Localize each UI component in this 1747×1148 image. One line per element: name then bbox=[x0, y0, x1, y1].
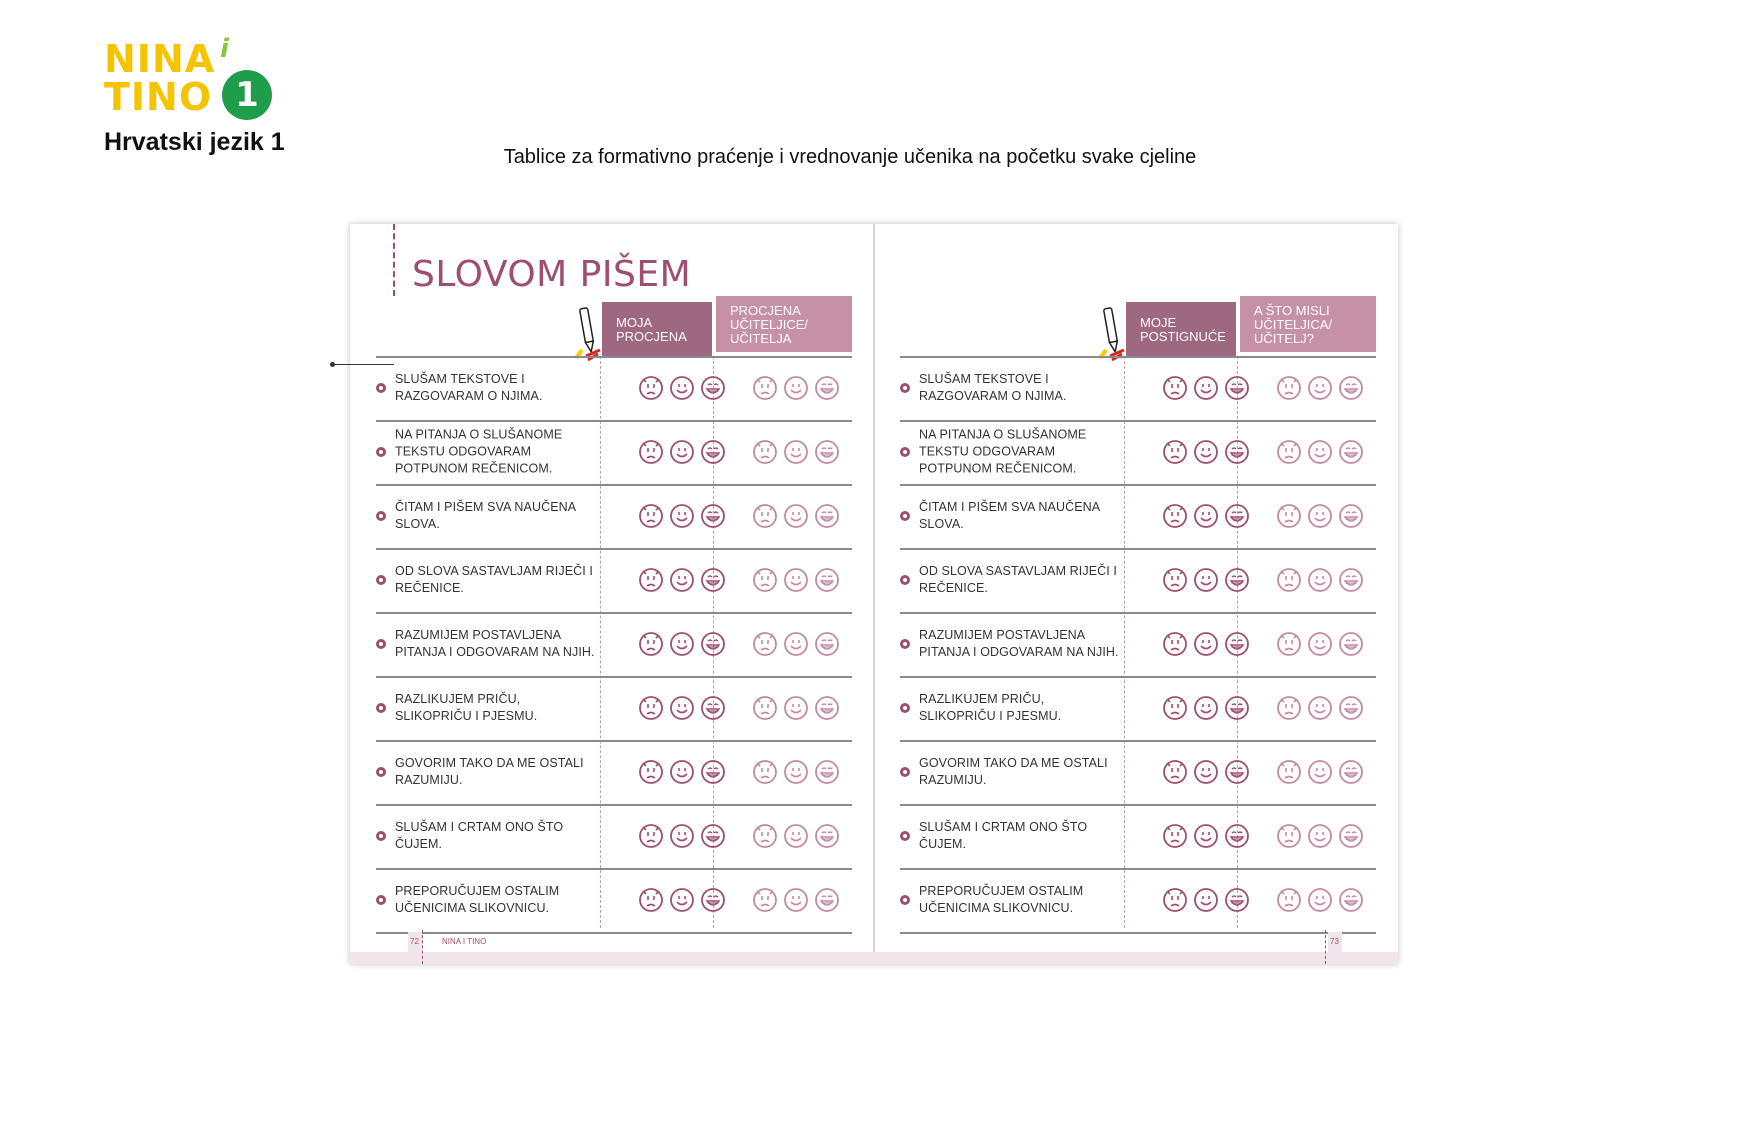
rating-faces bbox=[752, 631, 852, 657]
grin-face-icon[interactable] bbox=[1224, 631, 1250, 657]
book-spread bbox=[350, 224, 1398, 964]
sad-face-icon[interactable] bbox=[1162, 631, 1188, 657]
grin-face-icon[interactable] bbox=[700, 439, 726, 465]
smile-face-icon[interactable] bbox=[1307, 375, 1333, 401]
rating-faces bbox=[1162, 887, 1262, 913]
sad-face-icon[interactable] bbox=[1162, 823, 1188, 849]
logo-line2: TINO bbox=[104, 75, 213, 119]
statement-text: RAZLIKUJEM PRIČU, SLIKOPRIČU I PJESMU. bbox=[919, 692, 1062, 723]
sad-face-icon[interactable] bbox=[1276, 375, 1302, 401]
logo bbox=[104, 34, 284, 120]
rating-faces bbox=[1162, 567, 1262, 593]
header-moje-postignuce: MOJE POSTIGNUĆE bbox=[1126, 302, 1236, 358]
rating-faces bbox=[1162, 375, 1262, 401]
pencil-icon bbox=[1098, 306, 1126, 362]
pencil-icon bbox=[574, 306, 602, 362]
bullet-icon bbox=[900, 831, 910, 841]
sad-face-icon[interactable] bbox=[638, 759, 664, 785]
statement-text: RAZUMIJEM POSTAVLJENA PITANJA I ODGOVARAM NA NJIH. bbox=[919, 628, 1119, 659]
smile-face-icon[interactable] bbox=[669, 503, 695, 529]
smile-face-icon[interactable] bbox=[669, 759, 695, 785]
statement-text: SLUŠAM I CRTAM ONO ŠTO ČUJEM. bbox=[395, 820, 564, 851]
grin-face-icon[interactable] bbox=[1338, 759, 1364, 785]
smile-face-icon[interactable] bbox=[1307, 823, 1333, 849]
grin-face-icon[interactable] bbox=[814, 887, 840, 913]
smile-face-icon[interactable] bbox=[1307, 759, 1333, 785]
table-row bbox=[376, 677, 852, 739]
sad-face-icon[interactable] bbox=[752, 631, 778, 657]
sad-face-icon[interactable] bbox=[1162, 759, 1188, 785]
bullet-icon bbox=[376, 511, 386, 521]
bullet-icon bbox=[900, 447, 910, 457]
table-row bbox=[900, 485, 1376, 547]
grin-face-icon[interactable] bbox=[700, 759, 726, 785]
grin-face-icon[interactable] bbox=[1338, 503, 1364, 529]
sad-face-icon[interactable] bbox=[752, 503, 778, 529]
grin-face-icon[interactable] bbox=[1338, 567, 1364, 593]
smile-face-icon[interactable] bbox=[669, 823, 695, 849]
bullet-icon bbox=[376, 447, 386, 457]
sad-face-icon[interactable] bbox=[638, 887, 664, 913]
statement-text: SLUŠAM I CRTAM ONO ŠTO ČUJEM. bbox=[919, 820, 1088, 851]
bullet-icon bbox=[900, 639, 910, 649]
grin-face-icon[interactable] bbox=[700, 887, 726, 913]
grin-face-icon[interactable] bbox=[1224, 567, 1250, 593]
table-row bbox=[376, 485, 852, 547]
smile-face-icon[interactable] bbox=[783, 695, 809, 721]
rating-faces bbox=[638, 375, 738, 401]
statement-text: SLUŠAM TEKSTOVE I RAZGOVARAM O NJIMA. bbox=[919, 372, 1067, 403]
statement-text: GOVORIM TAKO DA ME OSTALI RAZUMIJU. bbox=[919, 756, 1108, 787]
page-number: 73 bbox=[1330, 937, 1339, 946]
sad-face-icon[interactable] bbox=[638, 439, 664, 465]
bullet-icon bbox=[900, 383, 910, 393]
table-row bbox=[900, 805, 1376, 867]
bullet-icon bbox=[900, 895, 910, 905]
grin-face-icon[interactable] bbox=[1338, 439, 1364, 465]
sad-face-icon[interactable] bbox=[1162, 375, 1188, 401]
header-moja-procjena: MOJA PROCJENA bbox=[602, 302, 712, 358]
sad-face-icon[interactable] bbox=[1276, 503, 1302, 529]
sad-face-icon[interactable] bbox=[752, 375, 778, 401]
smile-face-icon[interactable] bbox=[1193, 759, 1219, 785]
sad-face-icon[interactable] bbox=[1276, 439, 1302, 465]
statement-text: ČITAM I PIŠEM SVA NAUČENA SLOVA. bbox=[395, 500, 576, 531]
sad-face-icon[interactable] bbox=[1162, 567, 1188, 593]
rating-faces bbox=[752, 823, 852, 849]
smile-face-icon[interactable] bbox=[669, 695, 695, 721]
rating-faces bbox=[1276, 631, 1376, 657]
rating-faces bbox=[1276, 439, 1376, 465]
table-row bbox=[376, 357, 852, 419]
table-row bbox=[376, 549, 852, 611]
rating-faces bbox=[1276, 887, 1376, 913]
sad-face-icon[interactable] bbox=[752, 567, 778, 593]
statement-text: PREPORUČUJEM OSTALIM UČENICIMA SLIKOVNICU. bbox=[919, 884, 1084, 915]
bullet-icon bbox=[376, 383, 386, 393]
rating-faces bbox=[752, 503, 852, 529]
statement-text: PREPORUČUJEM OSTALIM UČENICIMA SLIKOVNICU. bbox=[395, 884, 560, 915]
grin-face-icon[interactable] bbox=[1224, 823, 1250, 849]
sad-face-icon[interactable] bbox=[1276, 823, 1302, 849]
sad-face-icon[interactable] bbox=[1162, 439, 1188, 465]
table-row bbox=[900, 613, 1376, 675]
rating-faces bbox=[752, 439, 852, 465]
grin-face-icon[interactable] bbox=[700, 631, 726, 657]
logo-number: 1 bbox=[222, 70, 272, 120]
smile-face-icon[interactable] bbox=[783, 631, 809, 657]
smile-face-icon[interactable] bbox=[783, 439, 809, 465]
bullet-icon bbox=[900, 575, 910, 585]
sad-face-icon[interactable] bbox=[1162, 887, 1188, 913]
smile-face-icon[interactable] bbox=[783, 759, 809, 785]
smile-face-icon[interactable] bbox=[783, 887, 809, 913]
table-row bbox=[900, 357, 1376, 419]
grin-face-icon[interactable] bbox=[1224, 503, 1250, 529]
sad-face-icon[interactable] bbox=[752, 439, 778, 465]
title-dash bbox=[393, 224, 395, 296]
grin-face-icon[interactable] bbox=[1338, 375, 1364, 401]
footer-dash bbox=[1325, 930, 1326, 964]
grin-face-icon[interactable] bbox=[1338, 631, 1364, 657]
bullet-icon bbox=[376, 575, 386, 585]
bullet-icon bbox=[900, 767, 910, 777]
bullet-icon bbox=[376, 767, 386, 777]
sad-face-icon[interactable] bbox=[1276, 887, 1302, 913]
grin-face-icon[interactable] bbox=[1224, 439, 1250, 465]
statement-text: ČITAM I PIŠEM SVA NAUČENA SLOVA. bbox=[919, 500, 1100, 531]
grin-face-icon[interactable] bbox=[700, 695, 726, 721]
rating-faces bbox=[638, 823, 738, 849]
bullet-icon bbox=[900, 511, 910, 521]
rating-faces bbox=[1162, 439, 1262, 465]
rating-faces bbox=[1162, 823, 1262, 849]
logo-i: i bbox=[220, 34, 229, 64]
rating-faces bbox=[1162, 631, 1262, 657]
rating-faces bbox=[1276, 695, 1376, 721]
smile-face-icon[interactable] bbox=[1193, 823, 1219, 849]
smile-face-icon[interactable] bbox=[783, 823, 809, 849]
rating-faces bbox=[638, 695, 738, 721]
page-title: SLOVOM PIŠEM bbox=[412, 254, 692, 295]
sad-face-icon[interactable] bbox=[638, 823, 664, 849]
rating-faces bbox=[638, 503, 738, 529]
left-page bbox=[350, 224, 874, 964]
rating-faces bbox=[1276, 567, 1376, 593]
table-row bbox=[900, 741, 1376, 803]
statement-text: SLUŠAM TEKSTOVE I RAZGOVARAM O NJIMA. bbox=[395, 372, 543, 403]
rating-faces bbox=[752, 567, 852, 593]
rating-faces bbox=[752, 759, 852, 785]
sad-face-icon[interactable] bbox=[638, 567, 664, 593]
grin-face-icon[interactable] bbox=[1338, 887, 1364, 913]
smile-face-icon[interactable] bbox=[1307, 887, 1333, 913]
sad-face-icon[interactable] bbox=[1276, 567, 1302, 593]
rating-faces bbox=[638, 567, 738, 593]
statement-text: GOVORIM TAKO DA ME OSTALI RAZUMIJU. bbox=[395, 756, 584, 787]
smile-face-icon[interactable] bbox=[669, 887, 695, 913]
rating-faces bbox=[1276, 823, 1376, 849]
smile-face-icon[interactable] bbox=[669, 567, 695, 593]
bullet-icon bbox=[376, 703, 386, 713]
smile-face-icon[interactable] bbox=[1193, 503, 1219, 529]
smile-face-icon[interactable] bbox=[1307, 503, 1333, 529]
table-row bbox=[376, 805, 852, 867]
bullet-icon bbox=[376, 895, 386, 905]
rating-faces bbox=[752, 375, 852, 401]
smile-face-icon[interactable] bbox=[669, 439, 695, 465]
table-row bbox=[376, 613, 852, 675]
table-row bbox=[900, 549, 1376, 611]
sad-face-icon[interactable] bbox=[1162, 695, 1188, 721]
table-row bbox=[900, 677, 1376, 739]
table-row bbox=[376, 741, 852, 803]
grin-face-icon[interactable] bbox=[1224, 887, 1250, 913]
smile-face-icon[interactable] bbox=[1307, 631, 1333, 657]
rating-faces bbox=[1162, 503, 1262, 529]
sad-face-icon[interactable] bbox=[1276, 759, 1302, 785]
rating-faces bbox=[1162, 695, 1262, 721]
grin-face-icon[interactable] bbox=[700, 375, 726, 401]
grin-face-icon[interactable] bbox=[814, 375, 840, 401]
smile-face-icon[interactable] bbox=[1307, 695, 1333, 721]
table-row bbox=[900, 421, 1376, 483]
grin-face-icon[interactable] bbox=[1224, 695, 1250, 721]
sad-face-icon[interactable] bbox=[1276, 631, 1302, 657]
sad-face-icon[interactable] bbox=[752, 823, 778, 849]
statement-text: OD SLOVA SASTAVLJAM RIJEČI I REČENICE. bbox=[395, 564, 593, 595]
sad-face-icon[interactable] bbox=[638, 503, 664, 529]
rating-faces bbox=[1276, 503, 1376, 529]
statement-text: RAZUMIJEM POSTAVLJENA PITANJA I ODGOVARAM NA NJIH. bbox=[395, 628, 595, 659]
smile-face-icon[interactable] bbox=[1307, 567, 1333, 593]
sad-face-icon[interactable] bbox=[638, 631, 664, 657]
statement-text: RAZLIKUJEM PRIČU, SLIKOPRIČU I PJESMU. bbox=[395, 692, 538, 723]
rating-faces bbox=[752, 695, 852, 721]
smile-face-icon[interactable] bbox=[1193, 695, 1219, 721]
grin-face-icon[interactable] bbox=[1338, 695, 1364, 721]
grin-face-icon[interactable] bbox=[700, 567, 726, 593]
rating-faces bbox=[1162, 759, 1262, 785]
rating-faces bbox=[1276, 375, 1376, 401]
sad-face-icon[interactable] bbox=[638, 695, 664, 721]
row-rule bbox=[376, 932, 852, 934]
bullet-icon bbox=[900, 703, 910, 713]
row-rule bbox=[900, 932, 1376, 934]
page-caption: Tablice za formativno praćenje i vrednovanje učenika na početku svake cjeline bbox=[503, 146, 1197, 168]
sad-face-icon[interactable] bbox=[752, 695, 778, 721]
grin-face-icon[interactable] bbox=[814, 567, 840, 593]
grin-face-icon[interactable] bbox=[814, 823, 840, 849]
smile-face-icon[interactable] bbox=[783, 567, 809, 593]
sad-face-icon[interactable] bbox=[1276, 695, 1302, 721]
smile-face-icon[interactable] bbox=[783, 375, 809, 401]
sad-face-icon[interactable] bbox=[1162, 503, 1188, 529]
table-row bbox=[900, 869, 1376, 931]
smile-face-icon[interactable] bbox=[669, 631, 695, 657]
header-sto-misli-uciteljica: A ŠTO MISLI UČITELJICA/ UČITELJ? bbox=[1240, 296, 1376, 352]
page-number: 72 bbox=[410, 937, 419, 946]
smile-face-icon[interactable] bbox=[669, 375, 695, 401]
grin-face-icon[interactable] bbox=[814, 503, 840, 529]
grin-face-icon[interactable] bbox=[1224, 759, 1250, 785]
rating-faces bbox=[638, 631, 738, 657]
grin-face-icon[interactable] bbox=[814, 759, 840, 785]
smile-face-icon[interactable] bbox=[783, 503, 809, 529]
logo-line1: NINA bbox=[104, 37, 216, 81]
rating-faces bbox=[638, 887, 738, 913]
bullet-icon bbox=[376, 639, 386, 649]
sad-face-icon[interactable] bbox=[638, 375, 664, 401]
grin-face-icon[interactable] bbox=[700, 823, 726, 849]
rating-faces bbox=[752, 887, 852, 913]
grin-face-icon[interactable] bbox=[814, 695, 840, 721]
header-procjena-uciteljice: PROCJENA UČITELJICE/ UČITELJA bbox=[716, 296, 852, 352]
rating-faces bbox=[638, 439, 738, 465]
rating-faces bbox=[1276, 759, 1376, 785]
smile-face-icon[interactable] bbox=[1193, 631, 1219, 657]
grin-face-icon[interactable] bbox=[814, 631, 840, 657]
smile-face-icon[interactable] bbox=[1193, 439, 1219, 465]
smile-face-icon[interactable] bbox=[1193, 887, 1219, 913]
table-row bbox=[376, 869, 852, 931]
sad-face-icon[interactable] bbox=[752, 887, 778, 913]
right-page bbox=[874, 224, 1398, 964]
bullet-icon bbox=[376, 831, 386, 841]
smile-face-icon[interactable] bbox=[1193, 375, 1219, 401]
statement-text: NA PITANJA O SLUŠANOME TEKSTU ODGOVARAM POTPUNOM REČENICOM. bbox=[919, 427, 1087, 476]
statement-text: NA PITANJA O SLUŠANOME TEKSTU ODGOVARAM POTPUNOM REČENICOM. bbox=[395, 427, 563, 476]
grin-face-icon[interactable] bbox=[1224, 375, 1250, 401]
grin-face-icon[interactable] bbox=[1338, 823, 1364, 849]
smile-face-icon[interactable] bbox=[1193, 567, 1219, 593]
table-row bbox=[376, 421, 852, 483]
rating-faces bbox=[638, 759, 738, 785]
smile-face-icon[interactable] bbox=[1307, 439, 1333, 465]
footer-dash bbox=[422, 930, 423, 964]
sad-face-icon[interactable] bbox=[752, 759, 778, 785]
grin-face-icon[interactable] bbox=[814, 439, 840, 465]
footer-brand: NINA I TINO bbox=[442, 937, 487, 946]
subject-title: Hrvatski jezik 1 bbox=[104, 128, 285, 156]
statement-text: OD SLOVA SASTAVLJAM RIJEČI I REČENICE. bbox=[919, 564, 1117, 595]
grin-face-icon[interactable] bbox=[700, 503, 726, 529]
